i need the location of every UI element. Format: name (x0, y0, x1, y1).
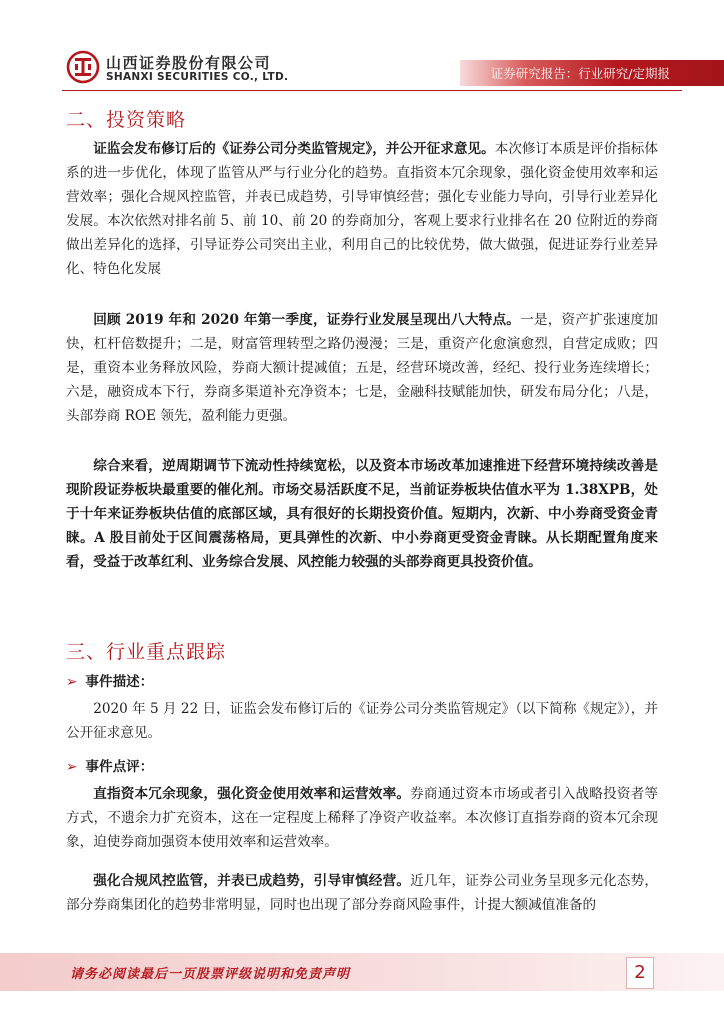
company-name-en: SHANXI SECURITIES CO., LTD. (106, 71, 289, 83)
bullet-label: 事件描述： (85, 674, 154, 690)
footer-disclaimer: 请务必阅读最后一页股票评级说明和免责声明 (70, 967, 351, 982)
bullet-label: 事件点评： (85, 759, 154, 775)
paragraph-compliance-risk (66, 869, 658, 917)
paragraph-lead: 回顾 2019 年和 2020 年第一季度，证券行业发展呈现出八大特点。 (93, 312, 521, 328)
section-title-investment-strategy: 二、投资策略 (66, 109, 187, 131)
header-divider (62, 90, 682, 91)
paragraph-conclusion (66, 454, 658, 574)
paragraph-lead: 综合来看，逆周期调节下流动性持续宽松，以及资本市场改革加速推进下经营环境持续改善是现阶段证券板块最重要的催化剂。市场交易活跃度不足，当前证券板块估值水平为 1.38XPB，处于十年来证券板块估值的底部区域，具有很好的长期投资价值。短期内，次新、中小券商受资金青睐。A 股目前处于区间震荡格局，更具弹性的次新、中小券商更受资金青睐。从长期配置角度来看，受益于改革红利、业务综合发展、风控能力较强的头部券商更具投资价值。 (66, 458, 658, 570)
arrow-bullet-icon: ➢ (66, 759, 78, 775)
company-name-cn: 山西证券股份有限公司 (106, 54, 272, 72)
paragraph-lead: 强化合规风控监管，并表已成趋势，引导审慎经营。 (93, 873, 411, 889)
bullet-event-description (66, 670, 153, 690)
shanxi-securities-logo-icon (66, 50, 100, 84)
arrow-bullet-icon: ➢ (66, 674, 78, 690)
page-number: 2 (626, 957, 654, 989)
report-type-tag: 证券研究报告：行业研究/定期报 (490, 66, 670, 81)
paragraph-regulation-revision (66, 137, 658, 281)
paragraph-body: 一是，资产扩张速度加快，杠杆倍数提升；二是，财富管理转型之路仍漫漫；三是，重资产化愈演愈烈，自营定成败；四是，重资本业务释放风险，券商大额计提减值；五是，经营环境改善，经纪、投行业务连续增长；六是，融资成本下行，券商多渠道补充净资本；七是，金融科技赋能加快，研发布局分化；八是，头部券商 ROE 领先，盈利能力更强。 (66, 312, 658, 424)
paragraph-lead: 直指资本冗余现象，强化资金使用效率和运营效率。 (93, 786, 411, 802)
section-title-industry-tracking: 三、行业重点跟踪 (66, 641, 227, 663)
paragraph-body: 近几年，证券公司业务呈现多元化态势，部分券商集团化的趋势非常明显，同时也出现了部分券商风险事件，计提大额减值准备的 (66, 873, 659, 913)
paragraph-event: 2020 年 5 月 22 日，证监会发布修订后的《证券公司分类监管规定》（以下简称《规定》），并公开征求意见。 (66, 701, 658, 741)
paragraph-body: 本次修订本质是评价指标体系的进一步优化，体现了监管从严与行业分化的趋势。直指资本冗余现象，强化资金使用效率和运营效率；强化合规风控监管，并表已成趋势，引导审慎经营；强化专业能力导向，引导行业差异化发展。本次依然对排名前 5、前 10、前 20 的券商加分，客观上要求行业排名在 20 位附近的券商做出差异化的选择，引导证券公司突出主业，利用自己的比较优势，做大做强，促进证券行业差异化、特色化发展 (66, 141, 659, 277)
paragraph-capital-redundancy (66, 782, 658, 854)
paragraph-body: 券商通过资本市场或者引入战略投资者等方式，不遗余力扩充资本，这在一定程度上稀释了净资产收益率。本次修订直指券商的资本冗余现象，迫使券商加强资本使用效率和运营效率。 (66, 786, 659, 850)
paragraph-industry-review (66, 308, 658, 428)
paragraph-lead: 证监会发布修订后的《证券公司分类监管规定》，并公开征求意见。 (93, 141, 495, 157)
page-header (0, 0, 724, 96)
bullet-event-comment (66, 755, 153, 775)
